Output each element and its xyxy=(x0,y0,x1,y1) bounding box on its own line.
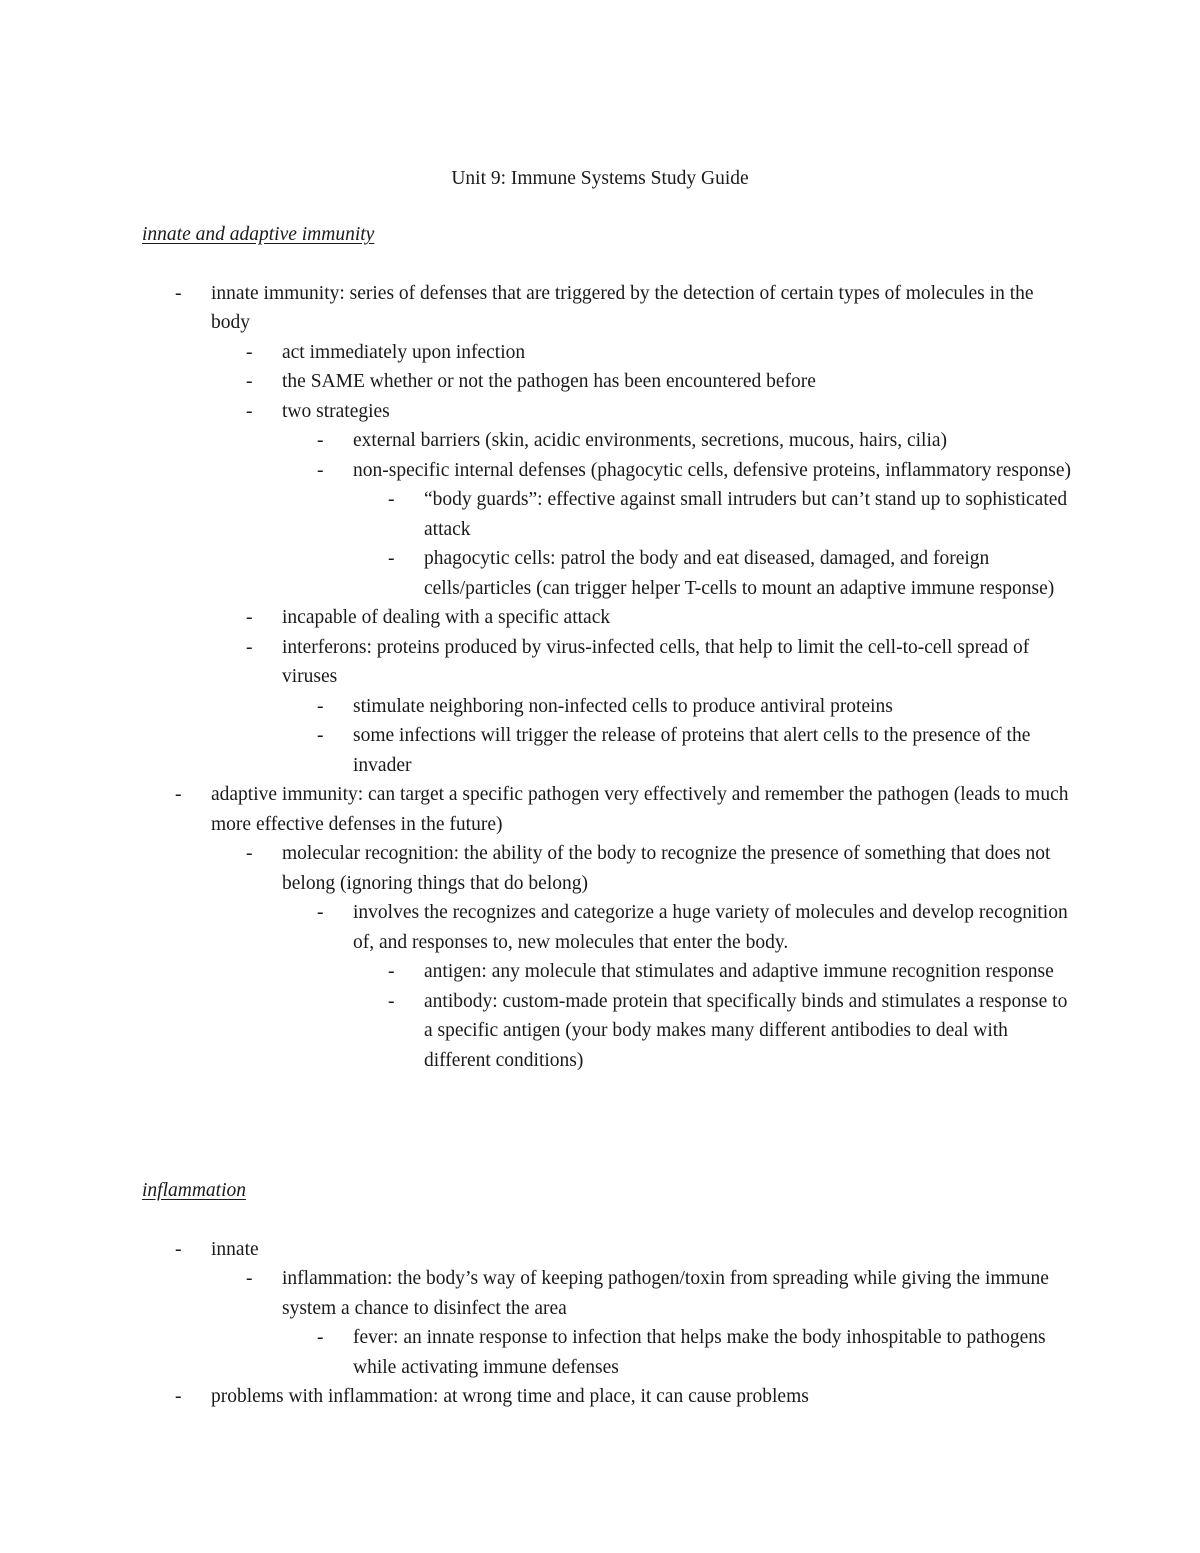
bullet-dash: - xyxy=(388,961,395,982)
list-item xyxy=(142,397,1072,427)
section-heading: inflammation xyxy=(142,1180,247,1201)
section-inflammation xyxy=(142,1176,1072,1412)
list-item-text: innate xyxy=(211,1238,259,1260)
list-item-text: antibody: custom-made protein that specifically binds and stimulates a response to a specific antigen (your body makes many different antibodies to deal with different conditions) xyxy=(424,990,1068,1071)
list-item-text: molecular recognition: the ability of the body to recognize the presence of something that does not belong (ignoring things that do belong) xyxy=(282,843,1051,894)
document-title: Unit 9: Immune Systems Study Guide xyxy=(451,168,749,189)
list-item xyxy=(142,426,1072,456)
bullet-dash: - xyxy=(388,548,395,569)
bullet-dash: - xyxy=(317,902,324,923)
list-item-text: external barriers (skin, acidic environments, secretions, mucous, hairs, cilia) xyxy=(353,430,948,451)
bullet-dash: - xyxy=(388,990,395,1012)
list-item-text: innate immunity: series of defenses that are triggered by the detection of certain types of molecules in the body xyxy=(211,282,1034,333)
bullet-dash: - xyxy=(317,459,324,481)
list-item-text: the SAME whether or not the pathogen has been encountered before xyxy=(282,371,816,392)
list-item xyxy=(142,987,1072,1076)
list-item-text: antigen: any molecule that stimulates and adaptive immune recognition response xyxy=(424,961,1054,982)
bullet-dash: - xyxy=(246,341,253,363)
bullet-dash: - xyxy=(317,695,324,717)
list-item xyxy=(142,367,1072,397)
bullet-dash: - xyxy=(175,1238,182,1260)
list-item xyxy=(142,279,1072,338)
list-item xyxy=(142,1264,1072,1323)
bullet-dash: - xyxy=(246,843,253,864)
list-item xyxy=(142,839,1072,898)
list-item-text: stimulate neighboring non-infected cells to produce antiviral proteins xyxy=(353,695,893,717)
list-item-text: some infections will trigger the release of proteins that alert cells to the presence of the invader xyxy=(353,725,1031,776)
list-item-text: involves the recognizes and categorize a huge variety of molecules and develop recognition of, and responses to, new molecules that enter the body. xyxy=(353,902,1068,953)
list-item-text: fever: an innate response to infection that helps make the body inhospitable to pathogens while activating immune defenses xyxy=(353,1327,1046,1378)
list-item xyxy=(142,780,1072,839)
bullet-dash: - xyxy=(317,1327,324,1348)
section-innate-adaptive xyxy=(142,220,1072,1075)
bullet-dash: - xyxy=(175,1386,182,1407)
list-item xyxy=(142,544,1072,603)
list-item-text: adaptive immunity: can target a specific pathogen very effectively and remember the pathogen (leads to much more effective defenses in the future) xyxy=(211,784,1069,835)
list-item xyxy=(142,1382,1072,1412)
list-item xyxy=(142,957,1072,987)
bullet-dash: - xyxy=(246,371,253,392)
list-item-text: inflammation: the body’s way of keeping pathogen/toxin from spreading while giving the immune system a chance to disinfect the area xyxy=(282,1268,1049,1319)
list-item-text: two strategies xyxy=(282,400,390,422)
bullet-dash: - xyxy=(317,430,324,451)
section-heading: innate and adaptive immunity xyxy=(142,224,375,245)
outline-list xyxy=(142,1235,1072,1412)
list-item xyxy=(142,485,1072,544)
list-item xyxy=(142,338,1072,368)
bullet-dash: - xyxy=(246,400,253,422)
bullet-dash: - xyxy=(246,607,253,628)
bullet-dash: - xyxy=(246,636,253,658)
bullet-dash: - xyxy=(246,1268,253,1289)
list-item xyxy=(142,456,1072,486)
list-item xyxy=(142,633,1072,692)
bullet-dash: - xyxy=(175,784,182,805)
outline-list xyxy=(142,279,1072,1076)
bullet-dash: - xyxy=(317,725,324,746)
list-item-text: non-specific internal defenses (phagocytic cells, defensive proteins, inflammatory response) xyxy=(353,459,1071,481)
list-item xyxy=(142,721,1072,780)
list-item xyxy=(142,603,1072,633)
list-item-text: incapable of dealing with a specific attack xyxy=(282,607,611,628)
list-item-text: phagocytic cells: patrol the body and eat diseased, damaged, and foreign cells/particles (can trigger helper T-cells to mount an adaptive immune response) xyxy=(424,548,1055,599)
list-item xyxy=(142,1323,1072,1382)
bullet-dash: - xyxy=(175,282,182,304)
list-item-text: problems with inflammation: at wrong time and place, it can cause problems xyxy=(211,1386,809,1407)
list-item-text: “body guards”: effective against small intruders but can’t stand up to sophisticated attack xyxy=(424,489,1068,540)
list-item xyxy=(142,692,1072,722)
list-item-text: act immediately upon infection xyxy=(282,341,526,363)
list-item xyxy=(142,1235,1072,1265)
list-item-text: interferons: proteins produced by virus-infected cells, that help to limit the cell-to-cell spread of viruses xyxy=(282,636,1030,687)
bullet-dash: - xyxy=(388,489,395,510)
list-item xyxy=(142,898,1072,957)
